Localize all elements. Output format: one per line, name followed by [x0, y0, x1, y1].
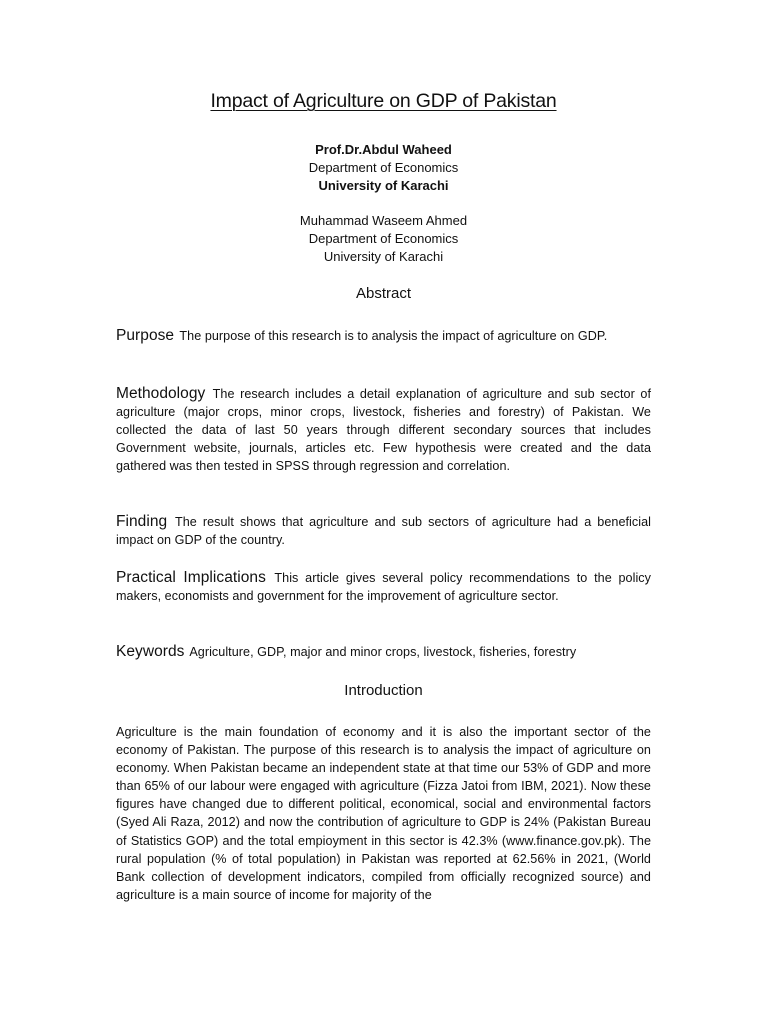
- keywords-text: Agriculture, GDP, major and minor crops, livestock, fisheries, forestry: [189, 645, 577, 659]
- abstract-heading: Abstract: [355, 285, 412, 302]
- author-2-department: Department of Economics: [308, 231, 459, 246]
- abstract-methodology: [116, 385, 651, 475]
- author-block: [116, 141, 651, 266]
- author-2-university: University of Karachi: [323, 249, 444, 264]
- abstract-practical-implications: [116, 569, 651, 605]
- author-1-department: Department of Economics: [308, 160, 459, 175]
- keywords-label: Keywords: [116, 643, 185, 660]
- methodology-label: Methodology: [116, 385, 206, 402]
- methodology-text: The research includes a detail explanation of agriculture and sub sector of agriculture (major crops, minor crops, livestock, fisheries and forestry) of Pakistan. We collected the data of last 50 years through different secondary sources that includes Government website, journals, articles etc. Few hypothesis were created and the data gathered was then tested in SPSS through regression and correlation.: [116, 387, 651, 474]
- introduction-heading: Introduction: [344, 682, 423, 699]
- abstract-finding: [116, 513, 651, 549]
- purpose-text: The purpose of this research is to analysis the impact of agriculture on GDP.: [179, 329, 608, 343]
- author-1-name: Prof.Dr.Abdul Waheed: [315, 142, 452, 157]
- abstract-keywords: [116, 643, 651, 661]
- paper-title: Impact of Agriculture on GDP of Pakistan: [210, 90, 557, 112]
- author-2-name: Muhammad Waseem Ahmed: [299, 213, 468, 228]
- finding-label: Finding: [116, 513, 168, 530]
- author-1-university: University of Karachi: [318, 178, 449, 193]
- introduction-paragraph: Agriculture is the main foundation of economy and it is also the important sector of the economy of Pakistan. The purpose of this research is to analysis the impact of agriculture on economy. When Pakistan became an independent state at that time our 53% of GDP and more than 65% of our labour were engaged with agriculture (Fizza Jatoi from IBM, 2021). Now these figures have changed due to different political, economical, social and environmental factors (Syed Ali Raza, 2012) and now the contribution of agriculture to GDP is 24% (Pakistan Bureau of Statistics GOP) and the total empioyment in this sector is 42.3% (www.finance.gov.pk). The rural population (% of total population) in Pakistan was reported at 62.56% in 2021, (World Bank collection of development indicators, compiled from officially recognized source) and agriculture is a main source of income for majority of the: [116, 725, 651, 902]
- finding-text: The result shows that agriculture and sub sectors of agriculture had a beneficial impact on GDP of the country.: [116, 515, 651, 548]
- purpose-label: Purpose: [116, 327, 175, 344]
- practical-text: This article gives several policy recommendations to the policy makers, economists and government for the improvement of agriculture sector.: [116, 571, 651, 604]
- practical-label: Practical Implications: [116, 569, 266, 586]
- abstract-purpose: [116, 327, 651, 345]
